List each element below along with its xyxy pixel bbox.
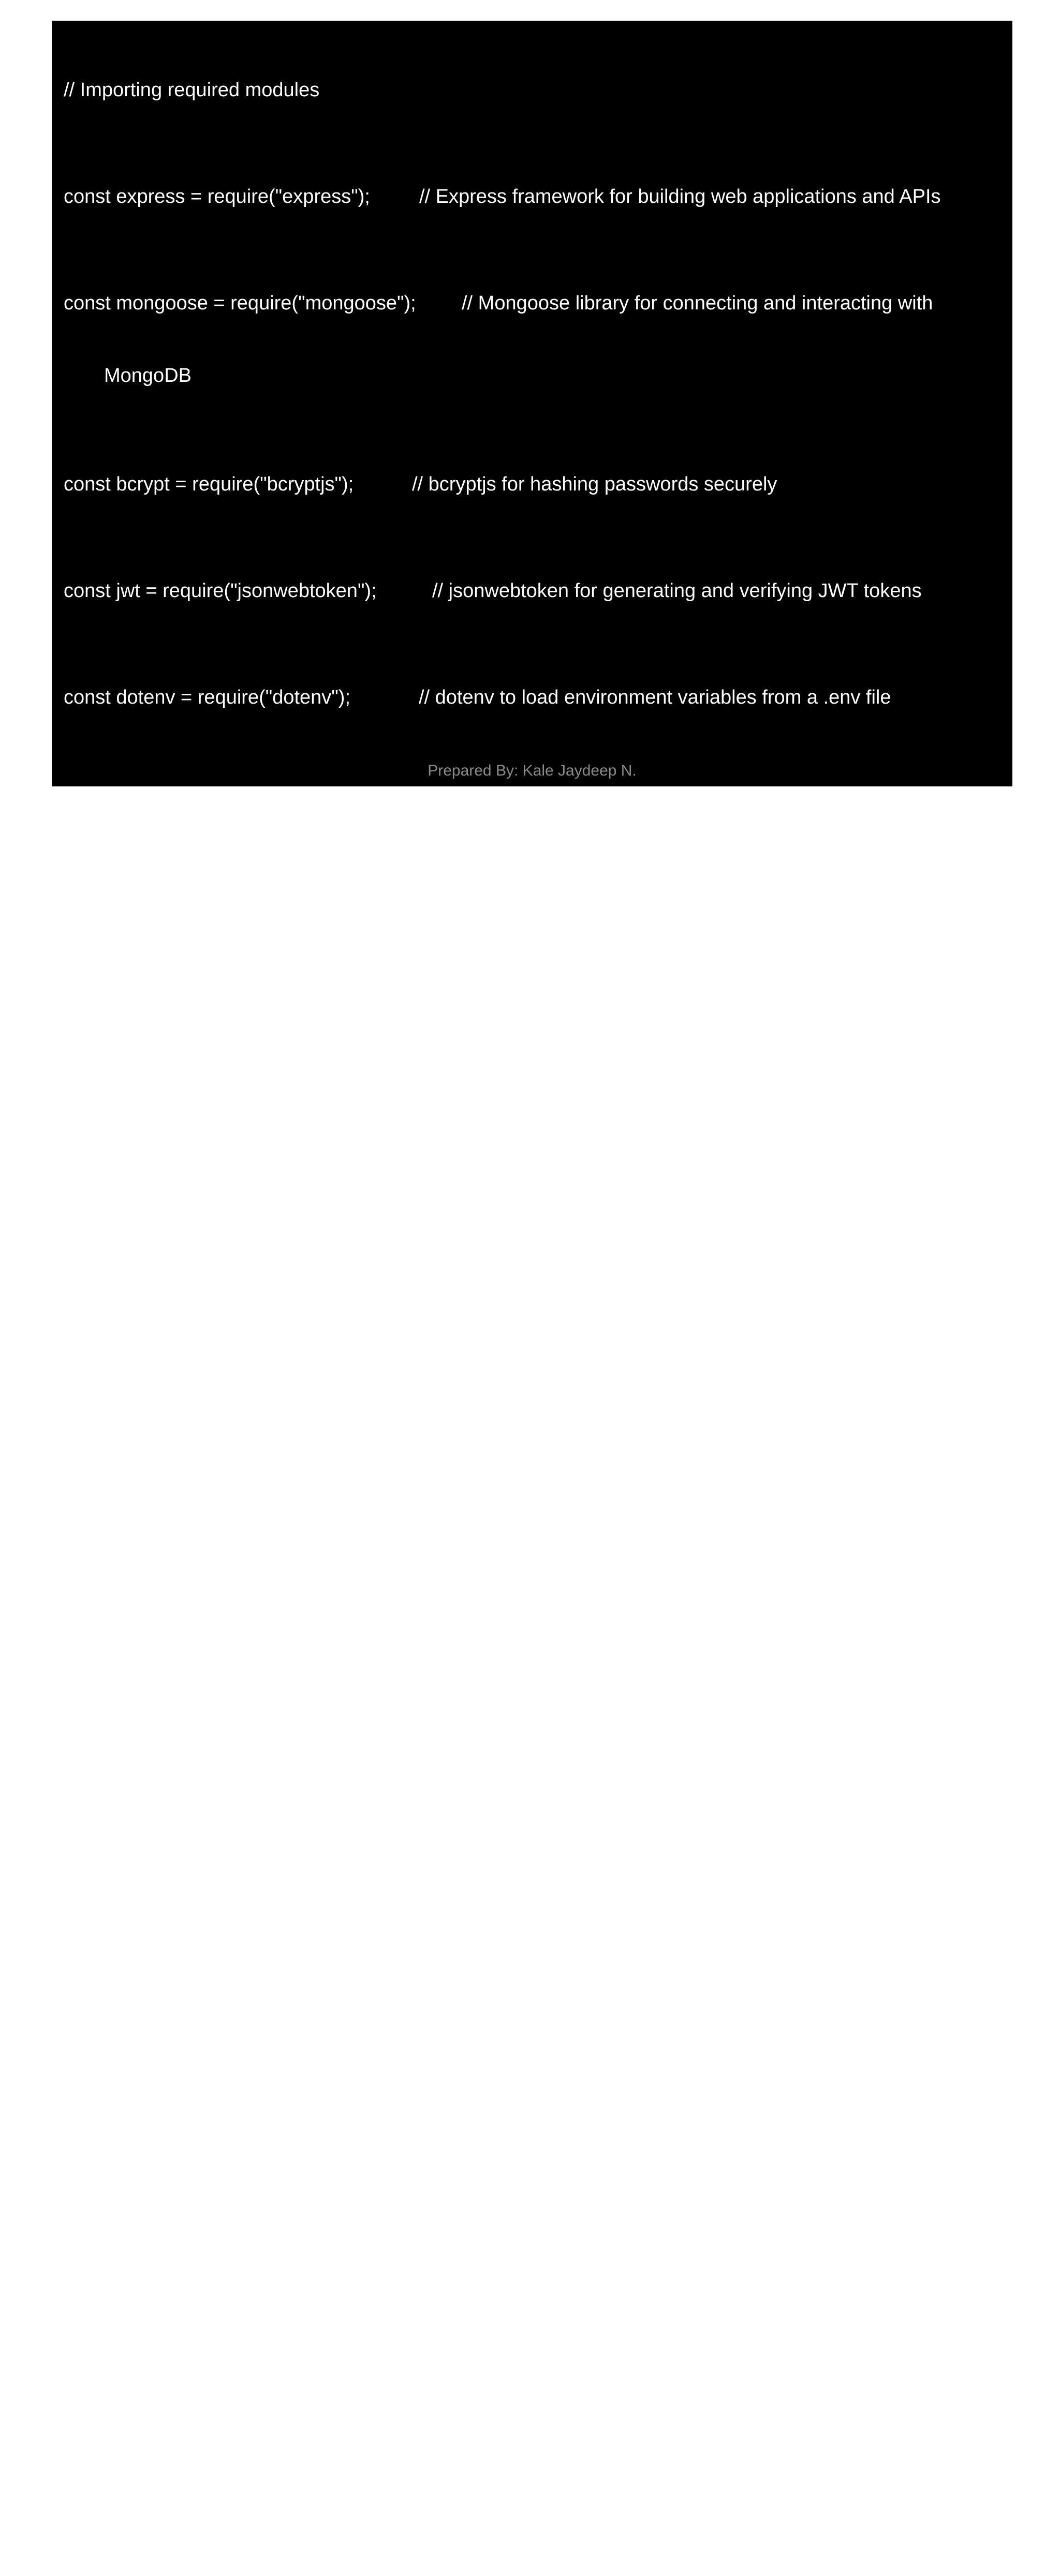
blank-line: [64, 2043, 1006, 2070]
code-comment: // dotenv to load environment variables from a .env file: [419, 686, 891, 708]
code-line-continuation: MongoDB: [104, 365, 192, 386]
code-comment: // Mongoose library for connecting and interacting with: [462, 292, 933, 314]
code-statement: const jwt = require("jsonwebtoken");: [64, 579, 377, 602]
code-line: [64, 471, 1006, 498]
code-comment: // On connection error, print the error message: [419, 2498, 822, 2520]
code-line: // Middleware to parse incoming JSON request bodies (e.g., from POST or PUT requests): [64, 1485, 843, 1508]
code-line: [64, 2496, 1006, 2523]
code-line: [64, 684, 1006, 711]
code-statement: const bcrypt = require("bcryptjs");: [64, 473, 354, 495]
code-comment: // jsonwebtoken for generating and verifying JWT tokens: [432, 579, 922, 602]
code-line: // Create an Express application instance: [64, 1193, 421, 1214]
code-statement: const dotenv = require("dotenv");: [64, 686, 351, 708]
code-line: // --------------------------: [64, 1939, 251, 1960]
code-line: // The connection string (MONGO_URI) is stored in the .env file for security: [64, 2231, 716, 2254]
code-line: app.use(express.json());: [64, 1566, 276, 1587]
code-statement: const mongoose = require("mongoose");: [64, 292, 416, 314]
blank-line: [64, 1670, 1006, 1697]
blank-line: [64, 791, 1006, 818]
code-line: [64, 184, 1006, 211]
code-line: mongoose.connect(process.env.MONGO_URI): [64, 2312, 475, 2333]
code-comment: // bcryptjs for hashing passwords securely: [412, 473, 777, 495]
code-line: [64, 290, 1006, 312]
code-line: // Importing required modules: [64, 79, 320, 101]
code-line: // MongoDB Connection Section: [64, 1858, 349, 1881]
code-line: // Connect to MongoDB using Mongoose: [64, 2152, 418, 2173]
blank-line: [64, 1084, 1006, 1111]
slide-footer: Prepared By: Kale Jaydeep N.: [428, 762, 637, 779]
slide: [52, 21, 1012, 2520]
code-statement: const express = require("express");: [64, 186, 370, 207]
code-comment: // Express framework for building web applications and APIs: [419, 186, 941, 207]
code-line: const app = express();: [64, 1272, 259, 1294]
code-line: [64, 578, 1006, 605]
code-line: .then(() => console.log("MongoDB Connected")) // On successful connection: [64, 2391, 739, 2414]
code-statement: .catch(err => console.log(err));: [64, 2498, 341, 2520]
code-line: dotenv.config();: [64, 979, 198, 1001]
code-block: [64, 24, 1006, 2576]
code-line: // Load environment variables (like DB URI, secret keys) from .env file into process.env: [64, 899, 819, 921]
code-line: // --------------------------: [64, 1779, 251, 1800]
blank-line: [64, 1377, 1006, 1404]
